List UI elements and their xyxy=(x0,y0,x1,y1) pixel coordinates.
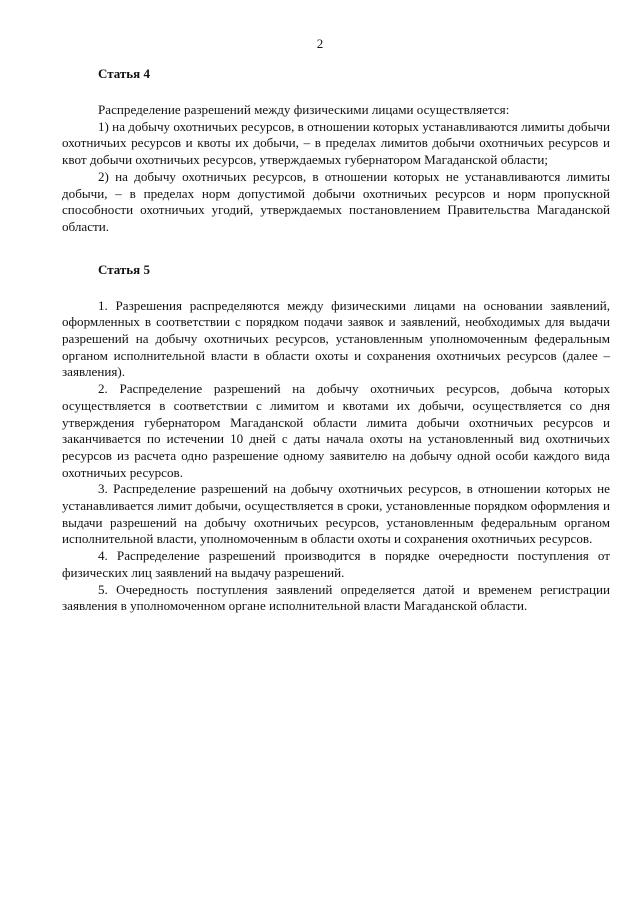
article-4 xyxy=(62,66,610,236)
article-5 xyxy=(62,262,610,615)
page-number: 2 xyxy=(316,36,324,51)
paragraph: 1. Разрешения распределяются между физическими лицами на основании заявлений, оформленных в соответствии с порядком подачи заявок и заявлений, необходимых для выдачи разрешений на добычу охотничьих ресурсов, установленным уполномоченным федеральным органом исполнительной власти в области охоты и сохранения охотничьих ресурсов (далее – заявления). xyxy=(62,297,610,380)
document-body xyxy=(62,66,610,641)
paragraph: 4. Распределение разрешений производится в порядке очередности поступления от физических лиц заявлений на выдачу разрешений. xyxy=(62,548,610,580)
paragraph: 2. Распределение разрешений на добычу охотничьих ресурсов, добыча которых осуществляется в соответствии с лимитом и квотами их добычи, осуществляется со дня утверждения губернатором Магаданской области лимита добычи охотничьих ресурсов и заканчивается по истечении 10 дней с даты начала охоты на установленный вид охотничьих ресурсов из расчета одно разрешение одному заявителю на добычу одной особи каждого вида охотничьих ресурсов. xyxy=(62,381,610,480)
article-heading: Статья 4 xyxy=(98,66,150,81)
paragraph: 1) на добычу охотничьих ресурсов, в отношении которых устанавливаются лимиты добычи охотничьих ресурсов и квоты их добычи, – в пределах лимитов добычи охотничьих ресурсов и квот добычи охотничьих ресурсов, утверждаемых губернатором Магаданской области; xyxy=(62,118,610,168)
paragraph: 2) на добычу охотничьих ресурсов, в отношении которых не устанавливаются лимиты добычи, – в пределах норм допустимой добычи охотничьих ресурсов и норм пропускной способности охотничьих угодий, утверждаемых постановлением Правительства Магаданской области. xyxy=(62,168,610,234)
paragraph: 3. Распределение разрешений на добычу охотничьих ресурсов, в отношении которых не устанавливается лимит добычи, осуществляется в сроки, установленные порядком оформления и выдачи разрешений на добычу охотничьих ресурсов, установленным федеральным органом исполнительной власти, уполномоченным в области охоты и сохранения охотничьих ресурсов. xyxy=(62,481,610,547)
paragraph: Распределение разрешений между физическими лицами осуществляется: xyxy=(98,102,510,117)
article-heading: Статья 5 xyxy=(98,261,150,277)
paragraph: 5. Очередность поступления заявлений определяется датой и временем регистрации заявления в уполномоченном органе исполнительной власти Магаданской области. xyxy=(62,581,610,614)
